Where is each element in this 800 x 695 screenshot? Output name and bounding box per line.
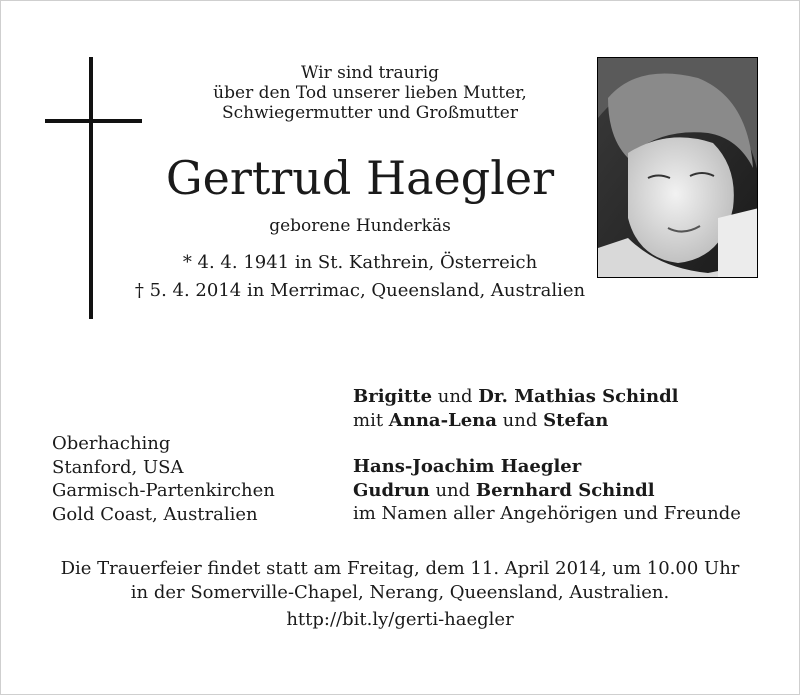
places-list [52,432,275,526]
funeral-line-2: in der Somerville-Chapel, Nerang, Queensland, Australien. [130,582,670,603]
portrait-photo [597,57,758,278]
place-item: Stanford, USA [52,456,184,478]
mourner-line-1 [353,385,741,409]
intro-line-2: über den Tod unserer lieben Mutter, [213,83,527,103]
place-item: Gold Coast, Australien [52,503,258,525]
mourners-list [353,385,741,526]
memorial-link[interactable]: http://bit.ly/gerti-haegler [286,609,514,630]
life-dates [120,249,600,305]
conjunction: und [502,409,538,431]
mourner-name: Anna-Lena [388,409,497,431]
conjunction: und [437,386,473,407]
mourner-line-3 [353,455,741,479]
birth-name: geborene Hunderkäs [269,216,451,236]
mourner-name: Bernhard Schindl [475,479,655,501]
mourner-line-2 [353,409,741,433]
intro-line-1: Wir sind traurig [300,63,440,83]
death-date: † 5. 4. 2014 in Merrimac, Queensland, Australien [134,280,586,301]
intro-line-3: Schwiegermutter und Großmutter [222,103,518,123]
mourner-closing: im Namen aller Angehörigen und Freunde [353,503,741,524]
deceased-name: Gertrud Haegler [165,151,555,205]
mourner-name: Dr. Mathias Schindl [478,386,679,407]
intro-text [180,63,560,123]
mourner-name: Gudrun [353,479,430,501]
place-item: Garmisch-Partenkirchen [52,480,275,501]
place-item: Oberhaching [52,433,171,454]
mourner-name: Brigitte [353,386,433,407]
mourner-name: Hans-Joachim Haegler [353,456,582,477]
funeral-line-1: Die Trauerfeier findet statt am Freitag, dem 11. April 2014, um 10.00 Uhr [60,558,740,579]
mourner-name: Stefan [543,409,609,431]
birth-date: * 4. 4. 1941 in St. Kathrein, Österreich [182,252,538,273]
conjunction: und [435,479,471,501]
conjunction: mit [353,409,384,431]
mourner-line-4 [353,479,741,503]
funeral-info [40,557,760,605]
